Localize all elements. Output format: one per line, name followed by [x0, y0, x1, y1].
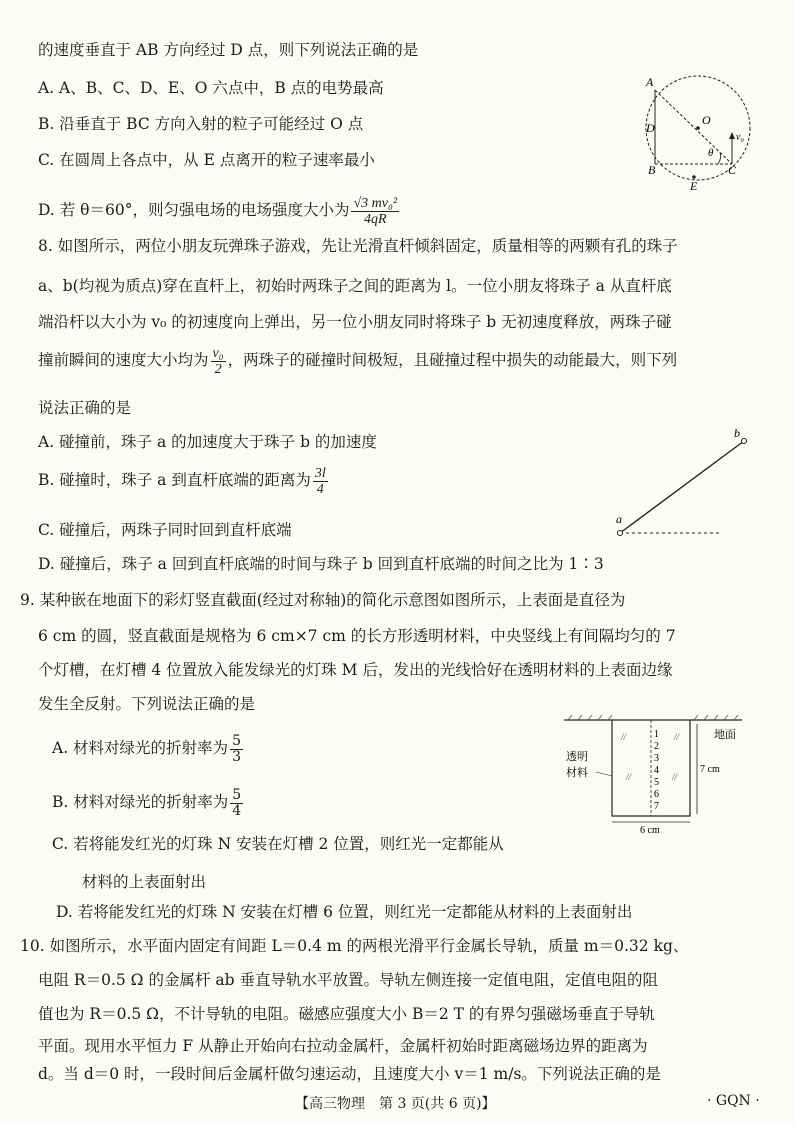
- footer-page-info: 【高三物理 第 3 页(共 6 页)】: [295, 1096, 496, 1112]
- label-theta: θ: [708, 147, 714, 159]
- q8-stem-text-cont: ，两珠子的碰撞时间极短，且碰撞过程中损失的动能最大，则下列: [227, 351, 678, 369]
- svg-text://: //: [672, 772, 678, 782]
- label-ground: 地面: [714, 729, 736, 741]
- q8-stem-line-4: [38, 342, 677, 378]
- label-material-1: 透明: [566, 751, 588, 763]
- label-b: B: [648, 163, 656, 177]
- q7-option-b: B. 沿垂直于 BC 方向入射的粒子可能经过 O 点: [38, 115, 364, 133]
- q8-stem-line-5: 说法正确的是: [38, 399, 132, 417]
- q7-option-d-text: D. 若 θ＝60°，则匀强电场的电场强度大小为: [38, 201, 350, 219]
- label-o: O: [702, 113, 711, 127]
- q8-stem-line-3: 端沿杆以大小为 v₀ 的初速度向上弹出，另一位小朋友同时将珠子 b 无初速度释放，两珠子碰: [38, 313, 672, 331]
- label-bead-a: a: [616, 512, 622, 526]
- bead-b: [742, 439, 747, 444]
- label-e: E: [690, 179, 698, 193]
- q9-stem-line-3: 个灯槽，在灯槽 4 位置放入能发绿光的灯珠 M 后，发出的光线恰好在透明材料的上表面边缘: [38, 661, 673, 679]
- material-pointer: [596, 772, 612, 776]
- angle-arc: [718, 152, 721, 164]
- inclined-rod: [620, 441, 744, 533]
- fraction-numerator: √3 mv₀²: [353, 195, 398, 211]
- q7-option-d: [38, 192, 401, 228]
- fraction-denominator: 2: [214, 361, 222, 377]
- fraction-numerator: 5: [232, 732, 241, 749]
- q9-option-c-line-2: 材料的上表面射出: [82, 873, 207, 891]
- label-material-2: 材料: [566, 767, 588, 779]
- q7-continuation: 的速度垂直于 AB 方向经过 D 点，则下列说法正确的是: [38, 41, 419, 59]
- q7-circle-figure: [642, 72, 754, 194]
- fraction-numerator: 3l: [314, 465, 326, 481]
- q8-option-d: D. 碰撞后，珠子 a 回到直杆底端的时间与珠子 b 回到直杆底端的时间之比为 1∶3: [38, 555, 604, 573]
- q9-lamp-figure: [560, 712, 760, 838]
- q10-stem-line-1: 10. 如图所示，水平面内固定有间距 L＝0.4 m 的两根光滑平行金属长导轨，质量 m＝0.32 kg、: [20, 937, 689, 955]
- footer-code: · GQN ·: [707, 1093, 760, 1109]
- q10-stem-line-4: 平面。现用水平恒力 F 从静止开始向右拉动金属杆，金属杆初始时距离磁场边界的距离为: [38, 1037, 648, 1055]
- label-height: 7 cm: [700, 764, 720, 775]
- ground-hatching: [568, 715, 738, 720]
- fraction-numerator: v₀: [212, 345, 224, 361]
- svg-text://: //: [674, 732, 680, 742]
- fraction-denominator: 4qR: [363, 211, 387, 227]
- q8-stem-line-1: 8. 如图所示，两位小朋友玩弹珠子游戏，先让光滑直杆倾斜固定，质量相等的两颗有孔的珠子: [38, 237, 678, 255]
- q7-option-a: A. A、B、C、D、E、O 六点中，B 点的电势最高: [38, 79, 384, 97]
- label-c: C: [728, 163, 737, 177]
- q9-option-a-fraction: [230, 734, 243, 765]
- slot-2: 2: [654, 741, 659, 752]
- slot-3: 3: [654, 753, 659, 764]
- q9-stem-line-1: 9. 某种嵌在地面下的彩灯竖直截面(经过对称轴)的简化示意图如图所示，上表面是直径为: [20, 591, 626, 609]
- q7-option-d-fraction: [351, 196, 399, 227]
- svg-text://: //: [626, 772, 632, 782]
- slot-1: 1: [654, 729, 659, 740]
- slot-5: 5: [654, 777, 659, 788]
- q8-option-b: [38, 462, 330, 498]
- fraction-denominator: 3: [232, 748, 241, 765]
- q8-velocity-fraction: [211, 346, 226, 377]
- bead-a: [618, 531, 623, 536]
- label-d: D: [646, 121, 655, 135]
- q8-option-b-fraction: [313, 466, 328, 497]
- q8-rod-figure: [610, 425, 760, 540]
- slot-4: 4: [654, 765, 659, 776]
- q9-option-a-text: A. 材料对绿光的折射率为: [52, 739, 229, 757]
- fraction-denominator: 4: [232, 802, 242, 819]
- q10-stem-line-2: 电阻 R＝0.5 Ω 的金属杆 ab 垂直导轨水平放置。导轨左侧连接一定值电阻，定值电阻的阻: [38, 971, 658, 989]
- q8-stem-line-2: a、b(均视为质点)穿在直杆上，初始时两珠子之间的距离为 l。一位小朋友将珠子 a 从直杆底: [38, 277, 672, 295]
- q9-option-d: D. 若将能发红光的灯珠 N 安装在灯槽 6 位置，则红光一定都能从材料的上表面射出: [56, 903, 633, 921]
- q9-option-b: [52, 784, 245, 820]
- q7-option-c: C. 在圆周上各点中，从 E 点离开的粒子速率最小: [38, 151, 375, 169]
- q9-option-b-fraction: [230, 788, 243, 819]
- q9-option-c-line-1: C. 若将能发红光的灯珠 N 安装在灯槽 2 位置，则红光一定都能从: [52, 835, 504, 853]
- arrow-head: [729, 132, 735, 139]
- q8-option-b-text: B. 碰撞时，珠子 a 到直杆底端的距离为: [38, 471, 311, 489]
- center-point: [696, 126, 700, 130]
- q10-stem-line-5: d。当 d＝0 时，一段时间后金属杆做匀速运动，且速度大小 v＝1 m/s。下列说法正确的是: [38, 1065, 661, 1083]
- q10-stem-line-3: 值也为 R＝0.5 Ω，不计导轨的电阻。磁感应强度大小 B＝2 T 的有界匀强磁场垂直于导轨: [38, 1005, 655, 1023]
- label-bead-b: b: [734, 426, 740, 440]
- label-v0: v₀: [736, 132, 744, 143]
- svg-text://: //: [621, 732, 627, 742]
- hatch-marks: [620, 732, 681, 782]
- q9-stem-line-2: 6 cm 的圆，竖直截面是规格为 6 cm×7 cm 的长方形透明材料，中央竖线上有间隔均匀的 7: [38, 627, 676, 645]
- q9-option-b-text: B. 材料对绿光的折射率为: [52, 793, 229, 811]
- fraction-numerator: 5: [232, 786, 242, 803]
- label-a: A: [646, 75, 654, 89]
- label-width: 6 cm: [640, 825, 660, 836]
- slot-6: 6: [654, 789, 659, 800]
- slot-7: 7: [654, 801, 659, 812]
- fraction-denominator: 4: [316, 481, 324, 497]
- q8-option-a: A. 碰撞前，珠子 a 的加速度大于珠子 b 的加速度: [38, 433, 377, 451]
- q8-option-c: C. 碰撞后，两珠子同时回到直杆底端: [38, 521, 292, 539]
- q9-option-a: [52, 730, 245, 766]
- q8-stem-text: 撞前瞬间的速度大小均为: [38, 351, 209, 369]
- q9-stem-line-4: 发生全反射。下列说法正确的是: [38, 695, 256, 713]
